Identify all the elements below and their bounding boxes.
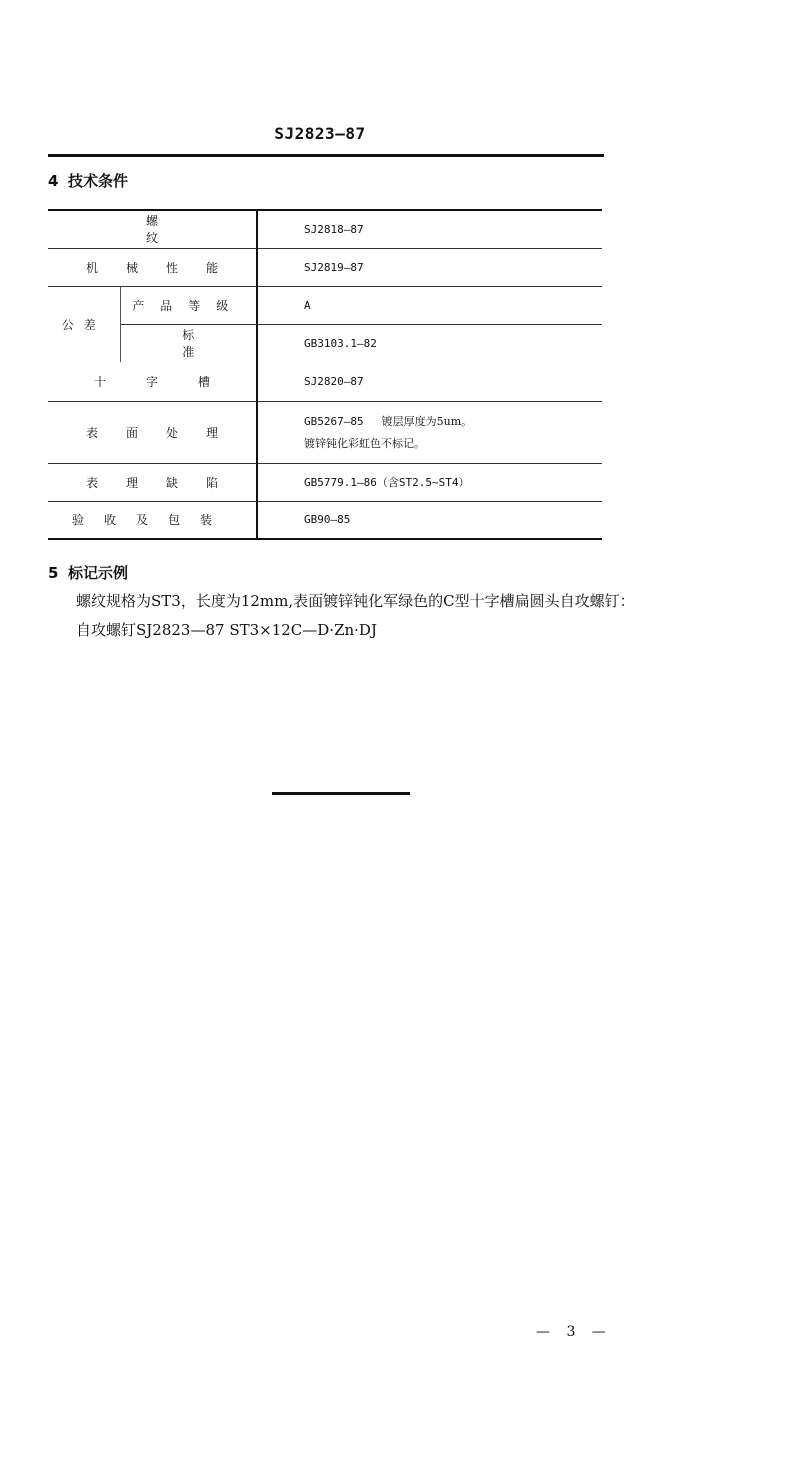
technical-conditions-table xyxy=(48,209,602,540)
surface-treatment-line2: 镀锌钝化彩虹色不标记。 xyxy=(304,437,426,450)
row-value-surface-defects: GB5779.1—86（含ST2.5~ST4） xyxy=(257,463,602,501)
row-value-acceptance-packaging: GB90—85 xyxy=(257,501,602,539)
table-row xyxy=(48,210,602,248)
section-5-number: 5 xyxy=(48,564,59,582)
table-row xyxy=(48,401,602,463)
table-row xyxy=(48,501,602,539)
row-value-surface-treatment xyxy=(257,401,602,463)
row-label-acceptance-packaging: 验收及包装 xyxy=(48,501,257,539)
surface-treatment-standard: GB5267—85 xyxy=(304,415,364,428)
row-label-tolerance: 公差 xyxy=(48,286,120,362)
row-sublabel-standard: 标准 xyxy=(120,324,257,362)
section-4-number: 4 xyxy=(48,172,59,190)
end-rule xyxy=(272,792,410,795)
row-value-cross-slot: SJ2820—87 xyxy=(257,362,602,401)
row-value-thread: SJ2818—87 xyxy=(257,210,602,248)
row-value-mechanical: SJ2819—87 xyxy=(257,248,602,286)
table-row xyxy=(48,248,602,286)
section-4-heading xyxy=(48,170,128,191)
table-row xyxy=(48,324,602,362)
row-label-thread: 螺纹 xyxy=(146,214,229,246)
row-label-mechanical: 机械性能 xyxy=(48,248,257,286)
row-label-cross-slot: 十字槽 xyxy=(94,374,251,389)
section-5-title: 标记示例 xyxy=(68,564,129,582)
row-label-surface-defects: 表理缺陷 xyxy=(48,463,257,501)
row-value-grade: A xyxy=(257,286,602,324)
page-number: — 3 — xyxy=(536,1324,612,1340)
section-5-heading xyxy=(48,562,128,583)
table-row xyxy=(48,286,602,324)
row-value-standard: GB3103.1—82 xyxy=(257,324,602,362)
header-rule xyxy=(48,154,604,157)
table-row xyxy=(48,463,602,501)
row-sublabel-grade: 产品等级 xyxy=(120,286,257,324)
section-4-title: 技术条件 xyxy=(68,172,129,190)
marking-example-description: 螺纹规格为ST3，长度为12mm,表面镀锌钝化军绿色的C型十字槽扁圆头自攻螺钉： xyxy=(76,592,635,610)
table-row xyxy=(48,362,602,401)
marking-example-designation: 自攻螺钉SJ2823—87 ST3×12C—D·Zn·DJ xyxy=(76,621,377,639)
document-code: SJ2823—87 xyxy=(274,124,366,143)
row-label-surface-treatment: 表面处理 xyxy=(48,401,257,463)
surface-treatment-note: 镀层厚度为5um。 xyxy=(381,415,473,428)
